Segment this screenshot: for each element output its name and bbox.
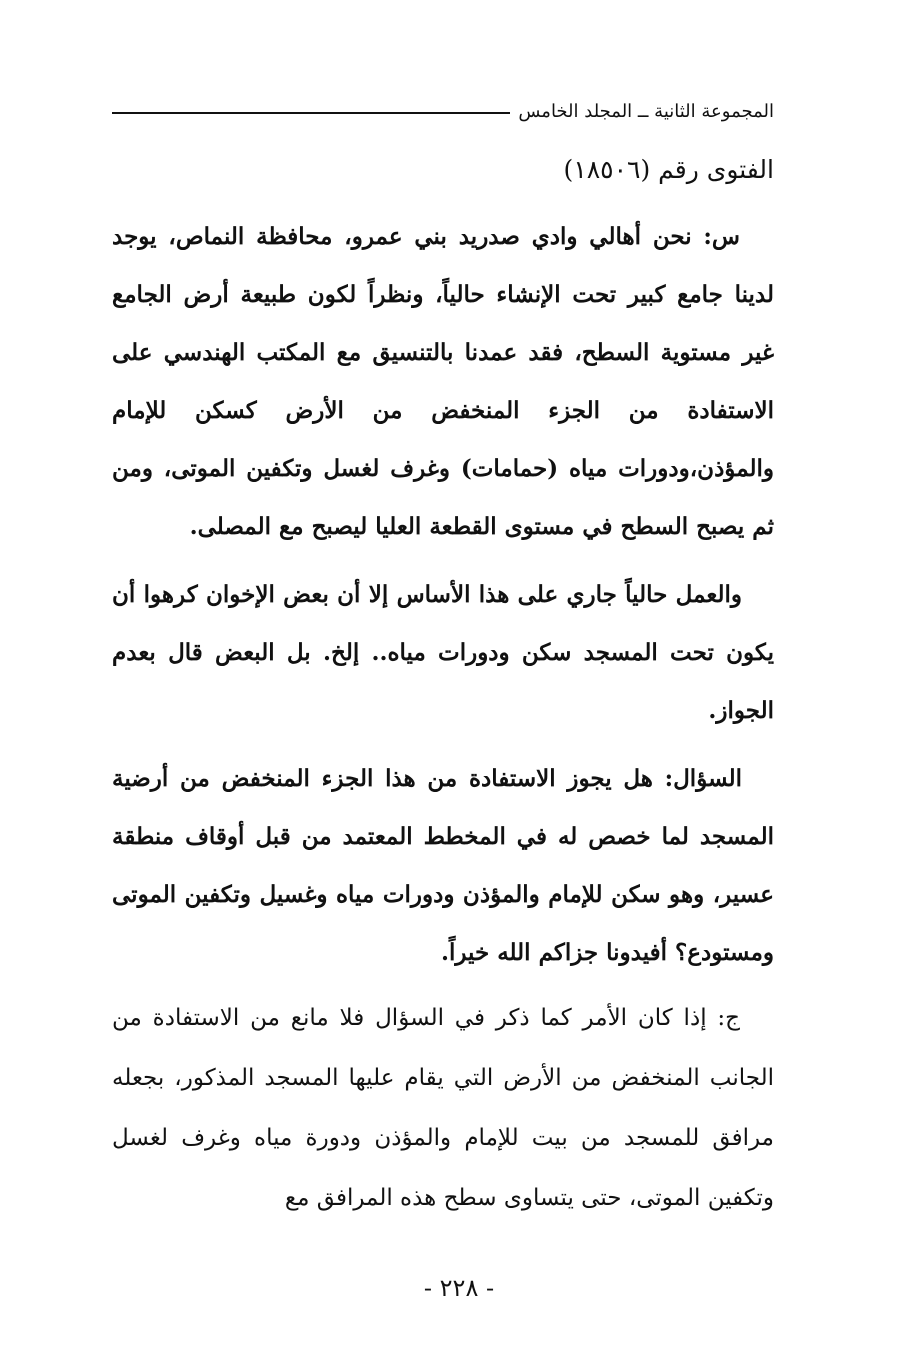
- question-block: [112, 208, 774, 992]
- header-rule: [112, 112, 510, 114]
- fatwa-number: الفتوى رقم (١٨٥٠٦): [563, 155, 774, 184]
- question-paragraph: س: نحن أهالي وادي صدريد بني عمرو، محافظة النماص، يوجد لدينا جامع كبير تحت الإنشاء حالياً، ونظراً لكون طبيعة أرض الجامع غير مستوية السطح، فقد عمدنا بالتنسيق مع المكتب الهندسي على الاستفادة من الجزء المنخفض من الأرض كسكن للإمام والمؤذن،ودورات مياه (حمامات) وغرف لغسل وتكفين الموتى، ومن ثم يصبح السطح في مستوى القطعة العليا ليصبح مع المصلى.: [112, 223, 774, 540]
- question-paragraph: السؤال: هل يجوز الاستفادة من هذا الجزء المنخفض من أرضية المسجد لما خصص له في المخطط المعتمد من قبل أوقاف منطقة عسير، وهو سكن للإمام والمؤذن ودورات مياه وغسيل وتكفين الموتى ومستودع؟ أفيدونا جزاكم الله خيراً.: [112, 765, 774, 966]
- answer-paragraph: ج: إذا كان الأمر كما ذكر في السؤال فلا مانع من الاستفادة من الجانب المنخفض من الأرض التي يقام عليها المسجد المذكور، بجعله مرافق للمسجد من بيت للإمام والمؤذن ودورة مياه وغرف لغسل وتكفين الموتى، حتى يتساوى سطح هذه المرافق مع: [112, 1005, 774, 1211]
- running-title: المجموعة الثانية ــ المجلد الخامس: [518, 100, 774, 122]
- question-paragraph: والعمل حالياً جاري على هذا الأساس إلا أن بعض الإخوان كرهوا أن يكون تحت المسجد سكن ودورات مياه.. إلخ. بل البعض قال بعدم الجواز.: [112, 581, 774, 724]
- page-number: - ٢٢٨ -: [423, 1274, 495, 1302]
- running-header: [112, 96, 774, 126]
